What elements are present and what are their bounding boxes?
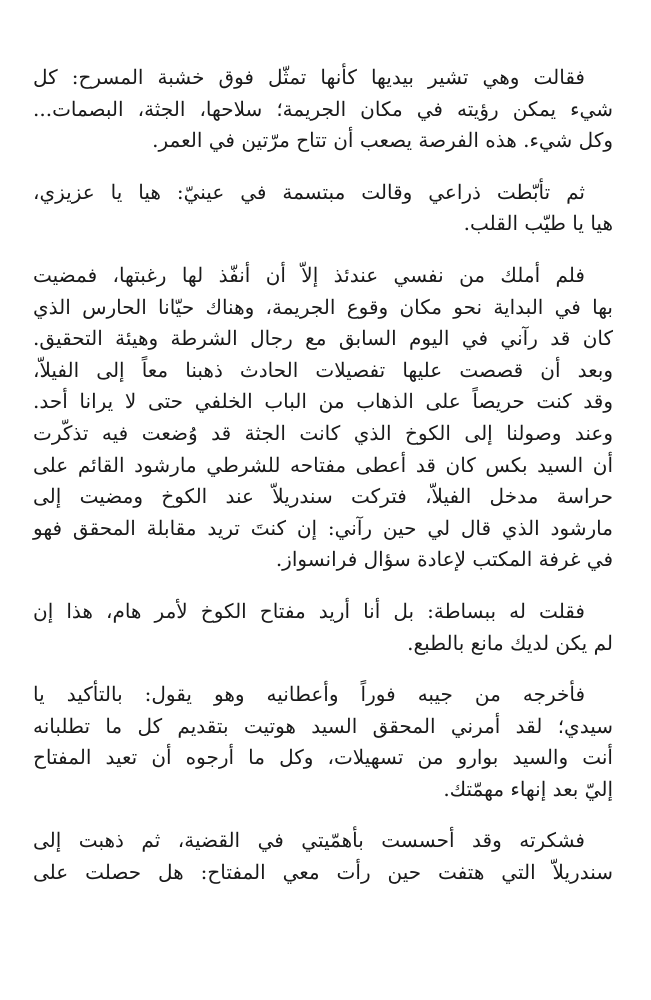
paragraph-5 [33,679,613,805]
text-line: ثم تأبّطت ذراعي وقالت مبتسمة في عينيّ: هيا يا عزيزي، [33,179,585,204]
text-line: فشكرته وقد أحسست بأهمّيتي في القضية، ثم ذهبت إلى [33,828,585,853]
text-line: فقلت له ببساطة: بل أنا أريد مفتاح الكوخ لأمر هام، هذا إن [33,598,585,623]
text-line: وقد كنت حريصاً على الذهاب من الباب الخلفي حتى لا يرانا أحد. [33,389,613,414]
paragraph-1 [33,62,613,157]
text-line: وكل شيء. هذه الفرصة يصعب أن تتاح مرّتين في العمر. [152,128,613,153]
text-line: حراسة مدخل الفيلاّ، فتركت سندريلاّ عند الكوخ ومضيت إلى [33,484,613,509]
text-line: مارشود الذي قال لي حين رآني: إن كنتَ تريد مقابلة المحقق فهو [33,515,613,540]
text-line: فقالت وهي تشير بيديها كأنها تمثّل فوق خشبة المسرح: كل [33,65,585,89]
text-line: بها في البداية نحو مكان وقوع الجريمة، وهناك حيّانا الحارس الذي [33,294,613,319]
text-line: هيا يا طيّب القلب. [463,211,613,236]
text-line: فأخرجه من جيبه فوراً وأعطانيه وهو يقول: بالتأكيد يا [33,682,585,707]
paragraph-6 [33,825,613,888]
paragraph-3 [33,260,613,576]
text-line: وعند وصولنا إلى الكوخ الذي كانت الجثة قد وُضعت فيه تذكّرت [33,420,613,445]
text-line: سندريلاّ التي هتفت حين رأت معي المفتاح: هل حصلت على [33,860,613,885]
text-line: أنت والسيد بوارو من تسهيلات، وكل ما أرجوه أن تعيد المفتاح [33,745,613,770]
text-line: وبعد أن قصصت عليها تفصيلات الحادث ذهبنا معاً إلى الفيلاّ، [33,357,613,382]
text-line: في غرفة المكتب لإعادة سؤال فرانسواز. [275,547,613,572]
paragraph-4 [33,596,613,659]
text-line: كان قد رآني في اليوم السابق مع رجال الشرطة وهيئة التحقيق. [33,326,613,351]
text-line: أن السيد بكس كان قد أعطى مفتاحه للشرطي مارشود القائم على [33,452,613,477]
text-line: سيدي؛ لقد أمرني المحقق السيد هوتيت بتقديم كل ما تطلبانه [33,713,613,738]
book-page [33,62,613,909]
text-line: فلم أملك من نفسي عندئذ إلاّ أن أنفّذ لها رغبتها، فمضيت [33,262,585,287]
paragraph-2 [33,177,613,240]
text-line: شيء يمكن رؤيته في مكان الجريمة؛ سلاحها، الجثة، البصمات... [33,96,613,121]
text-line: لم يكن لديك مانع بالطبع. [407,630,613,655]
text-line: إليّ بعد إنهاء مهمّتك. [443,776,613,801]
